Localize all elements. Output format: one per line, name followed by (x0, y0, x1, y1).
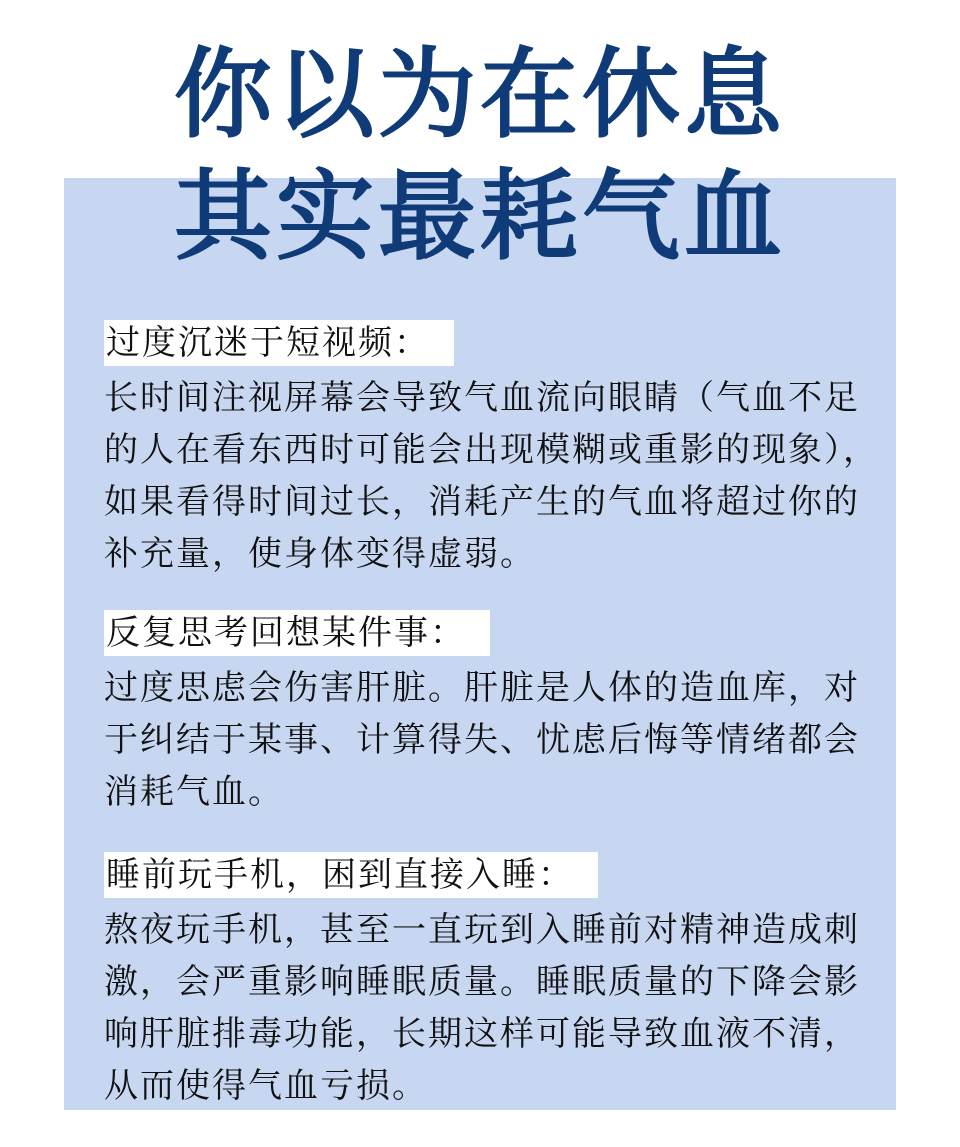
section-body: 长时间注视屏幕会导致气血流向眼睛（气血不足的人在看东西时可能会出现模糊或重影的现象），如果看得时间过长，消耗产生的气血将超过你的补充量，使身体变得虚弱。 (104, 378, 879, 574)
section-short-video (104, 320, 884, 580)
title-line-1: 你以为在休息 (173, 38, 786, 152)
section-body: 熬夜玩手机，甚至一直玩到入睡前对精神造成刺激，会严重影响睡眠质量。睡眠质量的下降会影响肝脏排毒功能，长期这样可能导致血液不清，从而使得气血亏损。 (104, 910, 860, 1106)
title-line-2: 其实最耗气血 (173, 160, 786, 274)
section-overthinking (104, 610, 884, 818)
section-heading: 过度沉迷于短视频： (104, 320, 454, 366)
section-body: 过度思虑会伤害肝脏。肝脏是人体的造血库，对于纠结于某事、计算得失、忧虑后悔等情绪都会消耗气血。 (104, 668, 860, 812)
section-phone-before-sleep (104, 852, 884, 1112)
section-heading: 睡前玩手机，困到直接入睡： (104, 852, 598, 898)
section-heading: 反复思考回想某件事： (104, 610, 490, 656)
